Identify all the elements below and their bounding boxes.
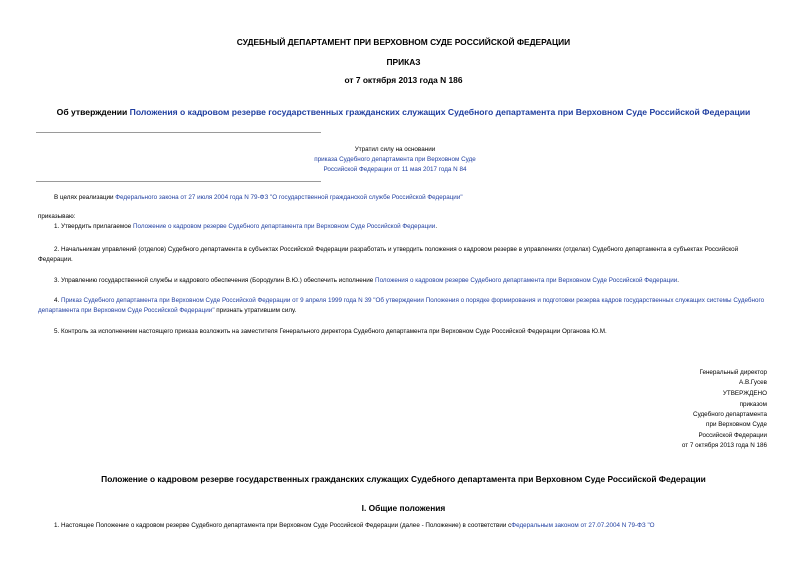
- item-1-link[interactable]: Положение о кадровом резерве Судебного департамента при Верховном Суде Российской Федерации: [132, 223, 436, 230]
- doc-type: ПРИКАЗ: [386, 57, 421, 67]
- annex-p1-prefix: 1. Настоящее Положение о кадровом резерве Судебного департамента при Верховном Суде Российской Федерации (далее - Положение) в соответствии с: [54, 522, 512, 529]
- annex-title: Положение о кадровом резерве государственных гражданских служащих Судебного департамента при Верховном Суде Российской Федерации: [101, 474, 706, 484]
- item-4-link[interactable]: Приказ Судебного департамента при Верховном Суде Российской Федерации от 9 апреля 1999 года N 39 "Об утверждении Положения о порядке формирования и подготовки резерва кадров государственных служащих системы Судебного департамента при Верховном Суде Российской Федерации": [38, 297, 765, 314]
- doc-title-link[interactable]: Положения о кадровом резерве государственных гражданских служащих Судебного департамента при Верховном Суде Российской Федерации: [129, 107, 751, 117]
- doc-title: [0, 107, 807, 117]
- annex-p1-link[interactable]: Федеральным законом от 27.07.2004 N 79-ФЗ "О: [511, 522, 655, 529]
- status-note-link-line1[interactable]: приказа Судебного департамента при Верховном Суде: [314, 156, 476, 163]
- item-1: [54, 222, 437, 232]
- doc-title-prefix: Об утверждении: [56, 107, 130, 117]
- approval-line4: при Верховном Суде: [706, 421, 767, 428]
- approval-stamp: УТВЕРЖДЕНО: [722, 390, 767, 397]
- item-1-prefix: 1. Утвердить прилагаемое: [54, 223, 133, 230]
- approval-line5: Российской Федерации: [698, 432, 767, 439]
- item-1-suffix: .: [435, 223, 438, 230]
- item-3-suffix: .: [677, 277, 680, 284]
- item-2: 2. Начальникам управлений (отделов) Судебного департамента в субъектах Российской Федерации разработать и утвердить положения о кадровом резерве в управлениях (отделах) Судебного департамента в субъектах Российской Федерации.: [38, 246, 739, 263]
- item-4: [38, 296, 770, 316]
- order-word: приказываю:: [38, 213, 76, 220]
- item-5: 5. Контроль за исполнением настоящего приказа возложить на заместителя Генерального директора Судебного департамента при Верховном Суде Российской Федерации Органова Ю.М.: [54, 328, 607, 335]
- org-header: СУДЕБНЫЙ ДЕПАРТАМЕНТ ПРИ ВЕРХОВНОМ СУДЕ РОССИЙСКОЙ ФЕДЕРАЦИИ: [236, 37, 571, 47]
- signature-position: Генеральный директор: [699, 369, 767, 376]
- item-4-prefix: 4.: [54, 297, 62, 304]
- annex-paragraph-1: [38, 522, 770, 529]
- approval-line6: от 7 октября 2013 года N 186: [681, 442, 767, 449]
- approval-line2: приказом: [739, 401, 767, 408]
- item-3-prefix: 3. Управлению государственной службы и кадрового обеспечения (Бородулин В.Ю.) обеспечить исполнение: [54, 277, 376, 284]
- doc-date-number: от 7 октября 2013 года N 186: [344, 75, 463, 85]
- signature-name: А.В.Гусев: [739, 379, 767, 386]
- top-divider: [36, 132, 321, 133]
- preamble-law-link[interactable]: Федерального закона от 27 июля 2004 года N 79-ФЗ "О государственной гражданской службе Российской Федерации": [115, 194, 463, 201]
- item-3-link[interactable]: Положения о кадровом резерве Судебного департамента при Верховном Суде Российской Федерации: [375, 277, 678, 284]
- section-heading: I. Общие положения: [361, 503, 446, 513]
- preamble: [54, 193, 463, 203]
- item-4-suffix: признать утратившим силу.: [214, 307, 297, 314]
- status-note-line1: Утратил силу на основании: [354, 146, 436, 153]
- status-note-link-line2[interactable]: Российской Федерации от 11 мая 2017 года N 84: [323, 166, 467, 173]
- item-3: [54, 276, 679, 286]
- bottom-divider: [36, 181, 321, 182]
- preamble-prefix: В целях реализации: [54, 194, 116, 201]
- approval-line3: Судебного департамента: [693, 411, 767, 418]
